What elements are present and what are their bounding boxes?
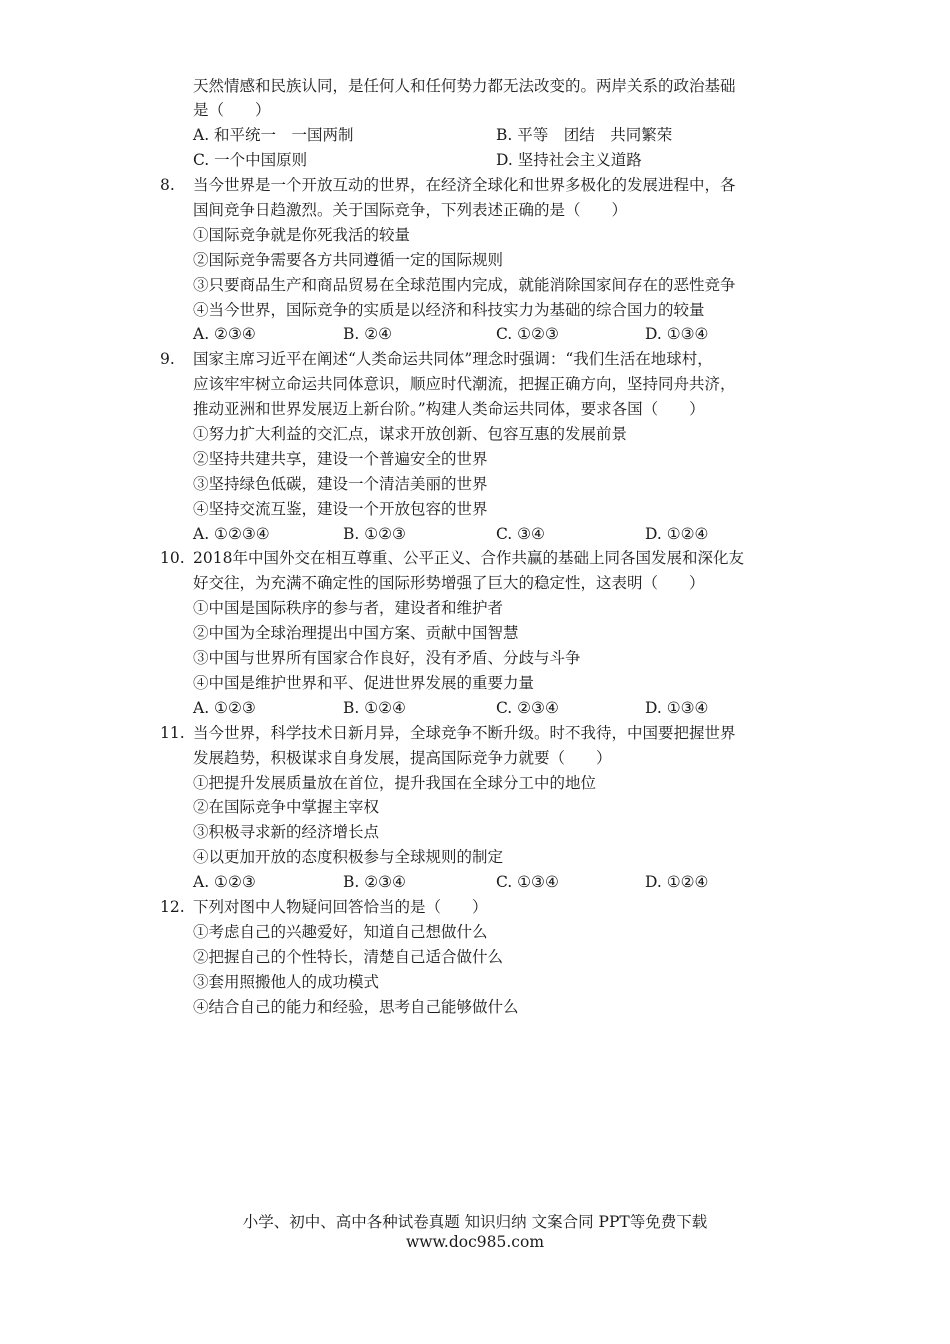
q8-option-a: A. ②③④ <box>193 325 256 343</box>
footer-promo-text: 小学、初中、高中各种试卷真题 知识归纳 文案合同 PPT等免费下载 <box>242 1213 708 1231</box>
q9-option-c: C. ③④ <box>496 525 545 543</box>
q10-number: 10. <box>160 549 185 567</box>
q10-option-d: D. ①③④ <box>645 699 709 717</box>
q10-option-a: A. ①②③ <box>193 699 256 717</box>
q12-item-1: ①考虑自己的兴趣爱好，知道自己想做什么 <box>193 923 488 941</box>
q8-option-b: B. ②④ <box>343 325 393 343</box>
q9-item-2: ②坚持共建共享，建设一个普遍安全的世界 <box>193 450 488 468</box>
q12-item-3: ③套用照搬他人的成功模式 <box>193 973 380 991</box>
q11-option-d: D. ①②④ <box>645 873 709 891</box>
q12-item-2: ②把握自己的个性特长，清楚自己适合做什么 <box>193 948 504 966</box>
q9-option-a: A. ①②③④ <box>193 525 270 543</box>
q8-option-c: C. ①②③ <box>496 325 559 343</box>
q8-stem-line-1: 当今世界是一个开放互动的世界，在经济全球化和世界多极化的发展进程中，各 <box>193 176 736 194</box>
q10-item-4: ④中国是维护世界和平、促进世界发展的重要力量 <box>193 674 535 692</box>
q11-stem-line-2: 发展趋势，积极谋求自身发展，提高国际竞争力就要（ ） <box>193 749 612 767</box>
q8-number: 8. <box>160 176 175 194</box>
q11-item-1: ①把提升发展质量放在首位，提升我国在全球分工中的地位 <box>193 774 597 792</box>
q11-item-3: ③积极寻求新的经济增长点 <box>193 823 380 841</box>
q7-stem-line-1: 天然情感和民族认同，是任何人和任何势力都无法改变的。两岸关系的政治基础 <box>193 77 736 95</box>
q9-item-4: ④坚持交流互鉴，建设一个开放包容的世界 <box>193 500 488 518</box>
q11-option-b: B. ②③④ <box>343 873 406 891</box>
q11-stem-line-1: 当今世界，科学技术日新月异，全球竞争不断升级。时不我待，中国要把握世界 <box>193 724 736 742</box>
q7-option-a: A. 和平统一 一国两制 <box>193 126 354 144</box>
q9-number: 9. <box>160 350 175 368</box>
q7-option-b: B. 平等 团结 共同繁荣 <box>496 126 673 144</box>
q9-item-1: ①努力扩大利益的交汇点，谋求开放创新、包容互惠的发展前景 <box>193 425 628 443</box>
q7-option-c: C. 一个中国原则 <box>193 151 308 169</box>
q8-item-3: ③只要商品生产和商品贸易在全球范围内完成，就能消除国家间存在的恶性竞争 <box>193 276 736 294</box>
q8-stem-line-2: 国间竞争日趋激烈。关于国际竞争，下列表述正确的是（ ） <box>193 201 628 219</box>
q8-item-1: ①国际竞争就是你死我活的较量 <box>193 226 411 244</box>
q12-item-4: ④结合自己的能力和经验，思考自己能够做什么 <box>193 998 519 1016</box>
q9-option-b: B. ①②③ <box>343 525 406 543</box>
q9-stem-line-1: 国家主席习近平在阐述“人类命运共同体”理念时强调：“我们生活在地球村， <box>193 350 713 368</box>
q11-item-4: ④以更加开放的态度积极参与全球规则的制定 <box>193 848 504 866</box>
q8-item-4: ④当今世界，国际竞争的实质是以经济和科技实力为基础的综合国力的较量 <box>193 301 705 319</box>
q10-stem-line-1: 2018年中国外交在相互尊重、公平正义、合作共赢的基础上同各国发展和深化友 <box>193 549 744 567</box>
q9-stem-line-3: 推动亚洲和世界发展迈上新台阶。”构建人类命运共同体，要求各国（ ） <box>193 400 705 418</box>
q7-stem-line-2: 是（ ） <box>193 101 271 119</box>
q8-option-d: D. ①③④ <box>645 325 709 343</box>
q10-option-b: B. ①②④ <box>343 699 406 717</box>
q10-stem-line-2: 好交往，为充满不确定性的国际形势增强了巨大的稳定性，这表明（ ） <box>193 574 705 592</box>
q11-number: 11. <box>160 724 185 742</box>
q9-item-3: ③坚持绿色低碳，建设一个清洁美丽的世界 <box>193 475 488 493</box>
q10-item-1: ①中国是国际秩序的参与者，建设者和维护者 <box>193 599 504 617</box>
q10-item-3: ③中国与世界所有国家合作良好，没有矛盾、分歧与斗争 <box>193 649 581 667</box>
q7-option-d: D. 坚持社会主义道路 <box>496 151 642 169</box>
q11-item-2: ②在国际竞争中掌握主宰权 <box>193 798 380 816</box>
q11-option-c: C. ①③④ <box>496 873 559 891</box>
footer-website: www.doc985.com <box>405 1233 545 1251</box>
q8-item-2: ②国际竞争需要各方共同遵循一定的国际规则 <box>193 251 504 269</box>
q9-option-d: D. ①②④ <box>645 525 709 543</box>
q10-option-c: C. ②③④ <box>496 699 559 717</box>
q11-option-a: A. ①②③ <box>193 873 256 891</box>
q10-item-2: ②中国为全球治理提出中国方案、贡献中国智慧 <box>193 624 519 642</box>
q12-stem-line-1: 下列对图中人物疑问回答恰当的是（ ） <box>193 898 488 916</box>
q12-number: 12. <box>160 898 185 916</box>
q9-stem-line-2: 应该牢牢树立命运共同体意识，顺应时代潮流，把握正确方向，坚持同舟共济， <box>193 375 736 393</box>
